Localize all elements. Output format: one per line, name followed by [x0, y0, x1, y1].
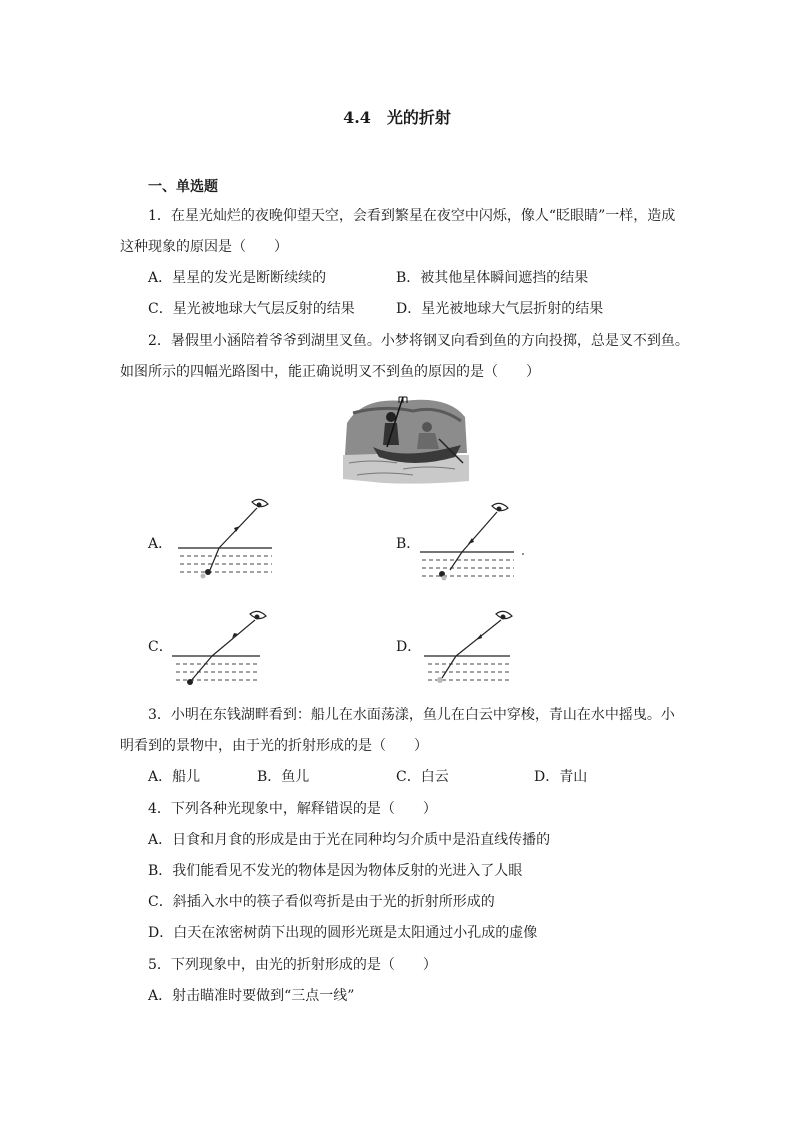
q1-stem-line2: 这种现象的原因是（ ） — [120, 239, 288, 255]
q4-option-d: D．白天在浓密树荫下出现的圆形光斑是太阳通过小孔成的虚像 — [148, 925, 538, 941]
fishing-scene-illustration — [343, 393, 469, 487]
q1-stem-line1: 1．在星光灿烂的夜晚仰望天空，会看到繁星在夜空中闪烁，像人“眨眼睛”一样，造成 — [148, 208, 676, 224]
ray-diagram-c — [172, 608, 276, 694]
q2-stem-line2: 如图所示的四幅光路图中，能正确说明叉不到鱼的原因的是（ ） — [120, 364, 540, 380]
q2-option-a-label: A． — [148, 536, 173, 552]
ray-diagram-b — [420, 500, 526, 590]
q1-option-c: C．星光被地球大气层反射的结果 — [148, 301, 355, 317]
q2-option-d-label: D． — [396, 639, 422, 655]
page-title: 4.4 光的折射 — [343, 108, 451, 127]
q4-option-c: C．斜插入水中的筷子看似弯折是由于光的折射所形成的 — [148, 894, 495, 910]
q4-option-a: A．日食和月食的形成是由于光在同种均匀介质中是沿直线传播的 — [148, 832, 551, 848]
q3-stem-line1: 3．小明在东钱湖畔看到：船儿在水面荡漾，鱼儿在白云中穿梭，青山在水中摇曳。小 — [148, 707, 675, 723]
q3-option-b: B．鱼儿 — [257, 769, 310, 785]
q3-stem-line2: 明看到的景物中，由于光的折射形成的是（ ） — [120, 738, 428, 754]
q1-option-b: B．被其他星体瞬间遮挡的结果 — [396, 270, 589, 286]
q3-option-a: A．船儿 — [148, 769, 201, 785]
ray-diagram-d — [424, 608, 520, 692]
section-heading: 一、单选题 — [148, 179, 218, 195]
q2-stem-line1: 2．暑假里小涵陪着爷爷到湖里叉鱼。小梦将钢叉向看到鱼的方向投掷，总是叉不到鱼。 — [148, 333, 689, 349]
q5-option-a: A．射击瞄准时要做到“三点一线” — [148, 988, 355, 1004]
q1-option-a: A．星星的发光是断断续续的 — [148, 270, 327, 286]
q1-option-d: D．星光被地球大气层折射的结果 — [396, 301, 604, 317]
q3-option-c: C．白云 — [396, 769, 449, 785]
q2-option-b-label: B． — [396, 536, 421, 552]
q3-option-d: D．青山 — [534, 769, 588, 785]
q4-stem: 4．下列各种光现象中，解释错误的是（ ） — [148, 801, 437, 817]
ray-diagram-a — [178, 494, 274, 590]
q2-option-c-label: C． — [148, 639, 173, 655]
q5-stem: 5．下列现象中，由光的折射形成的是（ ） — [148, 957, 437, 973]
q4-option-b: B．我们能看见不发光的物体是因为物体反射的光进入了人眼 — [148, 863, 523, 879]
